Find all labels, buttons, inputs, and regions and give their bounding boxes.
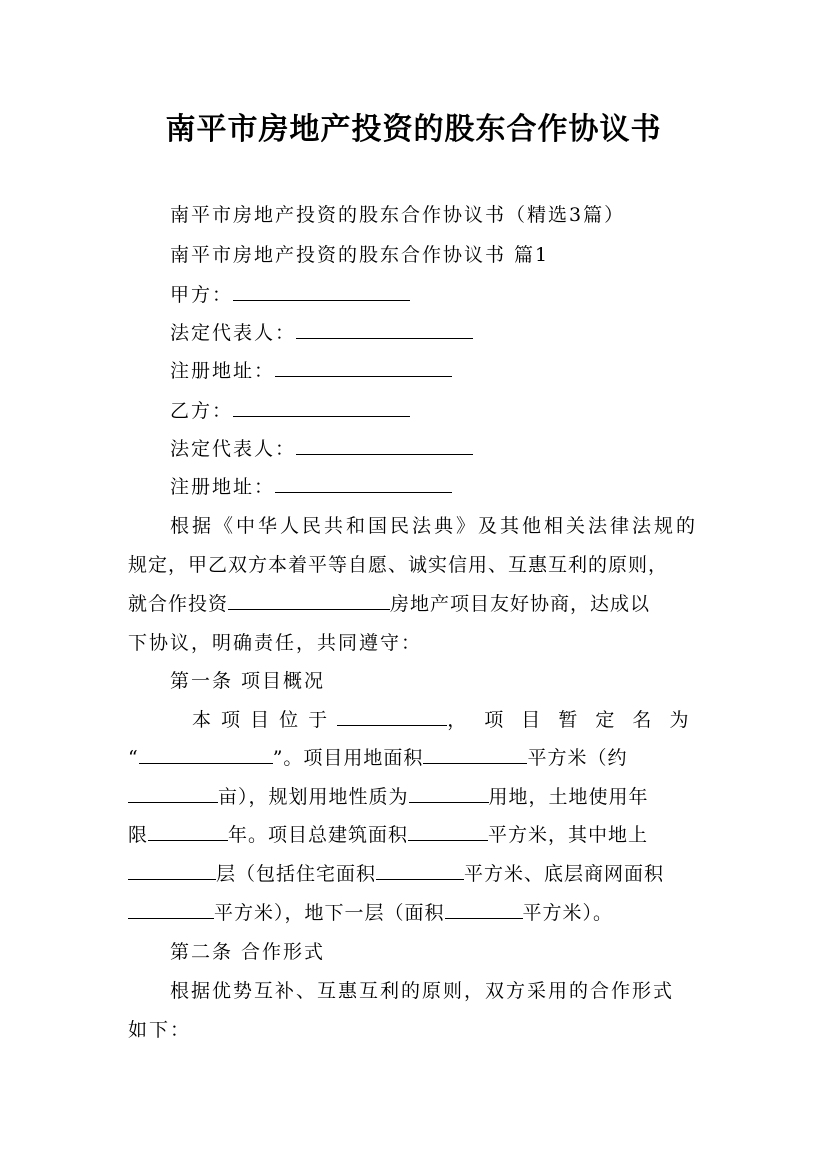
- s1-line-6a: 平方米），地下一层（面积: [214, 902, 445, 924]
- s1-line-2b: ”。项目用地面积: [272, 747, 424, 769]
- s1-line-6: [128, 898, 613, 925]
- legal-rep-b-line: [170, 434, 473, 461]
- blank-field: [128, 878, 216, 880]
- address-a-label: 注册地址：: [170, 360, 276, 382]
- blank-field: [228, 608, 390, 610]
- legal-rep-a-line: [170, 318, 473, 345]
- blank-field: [233, 415, 410, 417]
- s1-line-4: [128, 820, 648, 847]
- address-b-line: [170, 472, 452, 499]
- blank-field: [409, 801, 489, 803]
- blank-field: [275, 375, 452, 377]
- blank-field: [275, 491, 452, 493]
- blank-field: [148, 839, 228, 841]
- intro-line-1: 根据《中华人民共和国民法典》及其他相关法律法规的: [170, 515, 699, 537]
- blank-field: [233, 299, 410, 301]
- party-a-line: [170, 280, 410, 307]
- s1-line-5a: 层（包括住宅面积: [216, 863, 377, 885]
- intro-line-3: [128, 589, 650, 616]
- s1-line-5b: 平方米、底层商网面积: [464, 863, 665, 885]
- s1-line-3b: 用地，土地使用年: [488, 786, 649, 808]
- blank-field: [128, 801, 218, 803]
- article-heading: 南平市房地产投资的股东合作协议书 篇1: [170, 244, 550, 266]
- s1-line-3: [128, 782, 649, 809]
- s1-line-1a: 本 项 目 位 于: [192, 709, 330, 731]
- blank-field: [408, 839, 488, 841]
- legal-rep-a-label: 法定代表人：: [170, 322, 297, 344]
- party-b-label: 乙方：: [170, 400, 234, 422]
- s1-line-2a: “: [128, 747, 139, 769]
- party-a-label: 甲方：: [170, 284, 234, 306]
- s1-line-4a: 限: [128, 824, 149, 846]
- s1-line-4c: 平方米，其中地上: [488, 824, 649, 846]
- blank-field: [423, 762, 527, 764]
- s1-line-2: [128, 743, 627, 770]
- s1-line-4b: 年。项目总建筑面积: [228, 824, 409, 846]
- address-a-line: [170, 356, 452, 383]
- blank-field: [139, 762, 273, 764]
- blank-field: [445, 917, 523, 919]
- s1-line-5: [128, 859, 664, 886]
- blank-field: [128, 917, 214, 919]
- s2-line-1: 根据优势互补、互惠互利的原则，双方采用的合作形式: [170, 980, 675, 1002]
- address-b-label: 注册地址：: [170, 476, 276, 498]
- blank-field: [296, 453, 473, 455]
- s1-line-1: [192, 705, 694, 732]
- s1-line-6b: 平方米）。: [522, 902, 614, 924]
- s2-line-2: 如下：: [128, 1019, 192, 1041]
- legal-rep-b-label: 法定代表人：: [170, 438, 297, 460]
- section-1-heading: 第一条 项目概况: [170, 670, 326, 692]
- s1-line-3a: 亩），规划用地性质为: [218, 786, 409, 808]
- intro-line-3a: 就合作投资: [128, 593, 229, 615]
- intro-line-4: 下协议，明确责任，共同遵守：: [128, 632, 423, 654]
- s1-line-2c: 平方米（约: [527, 747, 628, 769]
- document-title: 南平市房地产投资的股东合作协议书: [165, 112, 662, 147]
- blank-field: [296, 337, 473, 339]
- s1-line-1b: ， 项 目 暂 定 名 为: [447, 709, 695, 731]
- blank-field: [376, 878, 464, 880]
- intro-line-3b: 房地产项目友好协商，达成以: [390, 593, 651, 615]
- party-b-line: [170, 396, 410, 423]
- blank-field: [337, 724, 447, 726]
- intro-line-2: 规定，甲乙双方本着平等自愿、诚实信用、互惠互利的原则，: [128, 554, 669, 576]
- subtitle: 南平市房地产投资的股东合作协议书（精选3篇）: [170, 204, 626, 226]
- section-2-heading: 第二条 合作形式: [170, 941, 326, 963]
